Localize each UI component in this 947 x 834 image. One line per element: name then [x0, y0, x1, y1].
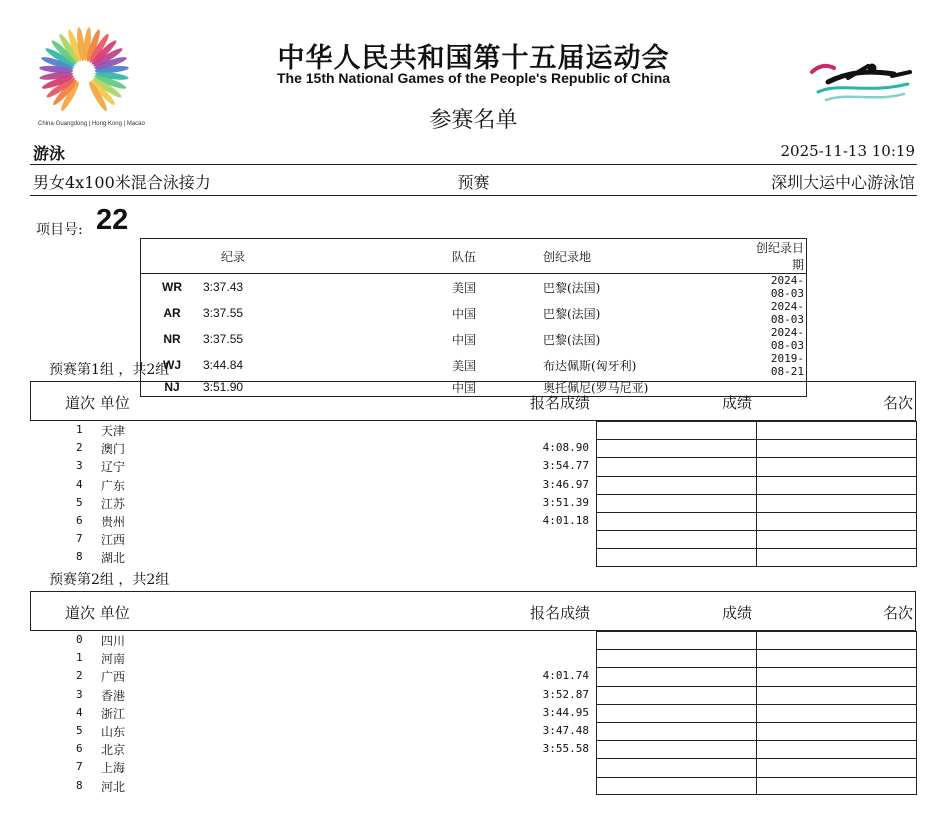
heat-row: [30, 548, 917, 566]
result-cell: [596, 439, 757, 457]
venue-name: 深圳大运中心游泳馆: [770, 173, 915, 192]
record-place: 巴黎(法国): [543, 280, 601, 295]
heat-1-title: 预赛第1组 ，共2组: [49, 362, 170, 378]
result-cell: [596, 631, 757, 649]
sport-name: 游泳: [33, 144, 66, 163]
record-code: WR: [162, 280, 182, 294]
team-name: 天津: [101, 424, 126, 438]
team-name: 四川: [101, 634, 126, 648]
rank-cell: [757, 740, 917, 758]
record-time: 3:37.55: [203, 306, 244, 320]
record-team: 美国: [452, 358, 477, 373]
document-title: 参赛名单: [429, 108, 518, 133]
record-place: 布达佩斯(匈牙利): [543, 358, 637, 373]
heat-2-title: 预赛第2组 ，共2组: [49, 572, 170, 588]
games-title-en: The 15th National Games of the People's Republic of China: [276, 70, 671, 86]
team-name: 湖北: [101, 551, 126, 566]
record-date: 2019-08-21: [770, 352, 804, 378]
heat-row: [30, 758, 917, 776]
rank-cell: [757, 649, 917, 667]
records-col-record: 纪录: [203, 239, 452, 274]
record-time: 3:44.84: [203, 358, 244, 372]
record-place: 巴黎(法国): [543, 332, 601, 347]
records-col-team: 队伍: [452, 239, 543, 274]
team-name: 江苏: [101, 496, 126, 511]
record-row: [141, 326, 807, 352]
lane-number: 1: [76, 423, 83, 436]
lane-number: 2: [76, 441, 83, 455]
record-code: NR: [163, 332, 181, 346]
team-name: 浙江: [101, 706, 126, 721]
lane-number: 3: [76, 687, 83, 701]
col-result: 成绩: [722, 604, 753, 622]
heat-row: [30, 667, 917, 685]
rank-cell: [757, 421, 917, 439]
heat-row: [30, 457, 917, 475]
col-entry-time: 报名成绩: [530, 604, 591, 622]
record-team: 美国: [452, 280, 477, 295]
heat-row: [30, 476, 917, 494]
entry-time: 3:54.77: [542, 459, 589, 473]
rank-cell: [757, 530, 917, 548]
record-place: 奥托佩尼(罗马尼亚): [543, 380, 649, 395]
team-name: 北京: [101, 743, 126, 758]
lane-number: 5: [76, 723, 83, 737]
result-cell: [596, 704, 757, 722]
result-cell: [596, 476, 757, 494]
team-name: 澳门: [101, 442, 126, 457]
heat-row: [30, 512, 917, 530]
lane-number: 4: [76, 477, 83, 491]
result-cell: [596, 777, 757, 795]
rank-cell: [757, 777, 917, 795]
col-entry-time: 报名成绩: [530, 394, 591, 412]
heat-row: [30, 722, 917, 740]
team-name: 广西: [101, 670, 126, 685]
heat-2-column-header: [30, 591, 916, 631]
round-name: 预赛: [457, 173, 490, 192]
record-code: WJ: [163, 358, 181, 372]
team-name: 江西: [101, 533, 126, 548]
result-cell: [596, 686, 757, 704]
event-number-label: 项目号:: [36, 222, 83, 238]
lane-number: 7: [76, 760, 83, 774]
logo-caption: China·Guangdong | Hong Kong | Macao: [38, 121, 145, 127]
heat-row: [30, 740, 917, 758]
heat-row: [30, 530, 917, 548]
record-place: 巴黎(法国): [543, 306, 601, 321]
entry-time: 3:44.95: [542, 705, 589, 719]
lane-number: 8: [76, 550, 83, 564]
heat-row: [30, 649, 917, 667]
event-number: 22: [96, 204, 129, 236]
record-code: AR: [163, 306, 181, 320]
record-time: 3:37.43: [203, 280, 244, 294]
record-code: NJ: [164, 380, 180, 394]
team-name: 香港: [101, 688, 126, 703]
rank-cell: [757, 722, 917, 740]
lane-number: 0: [76, 633, 83, 646]
team-name: 贵州: [101, 514, 126, 529]
record-row: [141, 274, 807, 301]
record-row: [141, 352, 807, 378]
record-date: 2024-08-03: [770, 326, 804, 352]
entry-time: 4:01.18: [542, 513, 589, 527]
record-date: 2024-08-03: [770, 300, 804, 326]
team-name: 广东: [101, 478, 126, 493]
entry-time: 3:55.58: [542, 742, 589, 756]
result-cell: [596, 649, 757, 667]
col-lane-team: 道次 单位: [65, 394, 130, 412]
rank-cell: [757, 667, 917, 685]
record-row: [141, 300, 807, 326]
team-name: 上海: [101, 761, 126, 776]
team-name: 河北: [101, 779, 126, 794]
team-name: 辽宁: [101, 460, 126, 475]
games-title-cn: 中华人民共和国第十五届运动会: [277, 43, 670, 74]
result-cell: [596, 421, 757, 439]
result-cell: [596, 667, 757, 685]
record-team: 中国: [452, 332, 477, 347]
entry-time: 3:51.39: [542, 495, 589, 509]
heat-row: [30, 439, 917, 457]
lane-number: 6: [76, 742, 83, 756]
records-header-row: [141, 239, 807, 274]
rank-cell: [757, 439, 917, 457]
entry-time: 4:08.90: [542, 441, 589, 455]
divider: [30, 195, 917, 196]
result-cell: [596, 457, 757, 475]
col-lane-team: 道次 单位: [65, 604, 130, 622]
entry-time: 4:01.74: [542, 669, 589, 683]
result-cell: [596, 758, 757, 776]
lane-number: 8: [76, 778, 83, 792]
heat-row: [30, 704, 917, 722]
lane-number: 6: [76, 513, 83, 527]
divider: [30, 164, 917, 165]
heat-1-column-header: [30, 381, 916, 421]
heat-row: [30, 686, 917, 704]
rank-cell: [757, 631, 917, 649]
records-table: [140, 238, 807, 397]
rank-cell: [757, 686, 917, 704]
lane-number: 1: [76, 651, 83, 665]
col-rank: 名次: [882, 604, 913, 622]
rank-cell: [757, 494, 917, 512]
rank-cell: [757, 512, 917, 530]
rank-cell: [757, 476, 917, 494]
heat-row: [30, 494, 917, 512]
lane-number: 7: [76, 532, 83, 546]
records-col-place: 创纪录地: [543, 239, 756, 274]
record-time: 3:51.90: [203, 380, 244, 394]
rank-cell: [757, 548, 917, 566]
lane-number: 4: [76, 705, 83, 719]
entry-time: 3:52.87: [542, 687, 589, 701]
record-team: 中国: [452, 380, 477, 395]
result-cell: [596, 530, 757, 548]
record-time: 3:37.55: [203, 332, 244, 346]
heat-row: [30, 777, 917, 795]
heat-2-rows: [30, 631, 917, 795]
entry-time: 3:47.48: [542, 723, 589, 737]
rank-cell: [757, 704, 917, 722]
print-datetime: 2025-11-13 10:19: [780, 142, 915, 160]
heat-row: [30, 631, 917, 649]
col-rank: 名次: [882, 394, 913, 412]
result-cell: [596, 740, 757, 758]
result-cell: [596, 548, 757, 566]
record-date: 2024-08-03: [770, 274, 804, 300]
result-cell: [596, 494, 757, 512]
record-team: 中国: [452, 306, 477, 321]
team-name: 河南: [101, 652, 126, 667]
entry-time: 3:46.97: [542, 477, 589, 491]
result-cell: [596, 722, 757, 740]
team-name: 山东: [101, 724, 126, 739]
lane-number: 3: [76, 459, 83, 473]
rank-cell: [757, 758, 917, 776]
result-cell: [596, 512, 757, 530]
records-col-date: 创纪录日期: [756, 239, 807, 274]
heat-1-rows: [30, 421, 917, 567]
heat-row: [30, 421, 917, 439]
col-result: 成绩: [722, 394, 753, 412]
event-name: 男女4x100米混合泳接力: [33, 173, 211, 192]
rank-cell: [757, 457, 917, 475]
lane-number: 2: [76, 669, 83, 683]
lane-number: 5: [76, 495, 83, 509]
